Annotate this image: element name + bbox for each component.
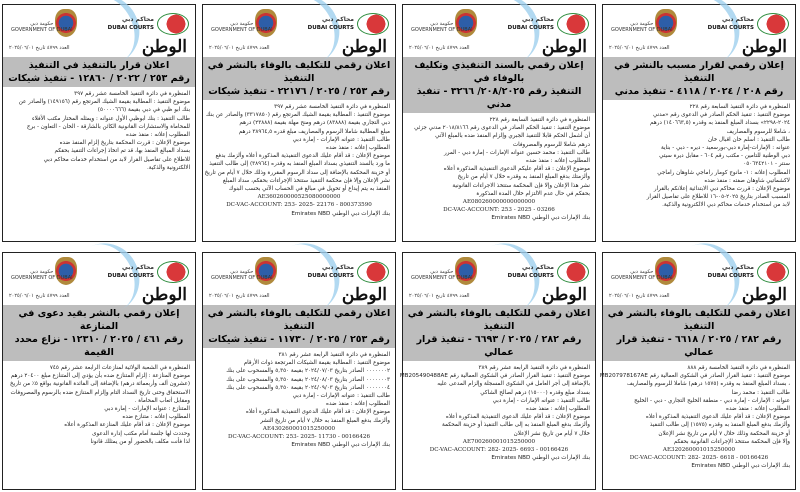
body-line: موضوع الإعلان : قررت المحكمة بتاريخ إلزام المنفذ ضده: [59, 140, 190, 147]
body-line: وألزمك بدفع المبلغ المنفذ به وقدره (١٥٧٥) إلى طالب التنفيذ: [649, 422, 790, 429]
government-of-dubai-logo: [211, 269, 273, 281]
notice-title-line-1: اعلان رقمي للتكليف بالوفاء بالنشر في التنفيذ: [207, 308, 391, 332]
newspaper-logo: الوطن: [741, 285, 787, 305]
dubai-courts-text: [508, 264, 554, 280]
notice-title-line-2: رقم ٢٥٣ / ٢٠٢٢ / ١٢٨٦٠ - تنفيذ شيكات: [8, 73, 190, 84]
notice-header: [603, 253, 795, 305]
body-line: طالب التنفيذ : بنك ابوظبي الأول عنوانه : ويمثله المختار مكتب الأفلاء: [32, 115, 190, 122]
gov-name-en: GOVERNMENT OF DUBAI: [11, 27, 73, 33]
body-line: بالإضافة إلى أجر العامل في الشكوى المسجلة وإلزام المدعى عليه: [437, 381, 590, 388]
body-line: المسبب الصادر بتاريخ ٢٠٢٥-٠٥-١٦ للاطلاع على تفاصيل القرار: [646, 194, 790, 201]
dubai-courts-text: [108, 16, 154, 32]
courts-emblem-icon: [557, 261, 589, 283]
government-of-dubai-logo: [211, 21, 273, 33]
courts-emblem-icon: [357, 13, 389, 35]
courts-emblem-icon: [757, 261, 789, 283]
body-line: موضوع التنفيذ : المطالبة بقيمة الشيكات المرتجعة ذوات الأرقام: [243, 360, 390, 367]
body-line: بنك الإمارات دبي الوطني Emirates NBD: [491, 215, 590, 222]
courts-emblem-icon: [757, 13, 789, 35]
body-line: بنك ابو ظبي في دبي بقيمة (٥٠٠٠٠٦٦٦): [97, 107, 190, 114]
gov-name-ar: حكومة دبي: [430, 21, 454, 27]
notice-title-line-1: إعلان رقمي بالنشر بقيد دعوى في المنازعة: [18, 308, 180, 332]
body-line: المنظورة في دائرة التنفيذ الرابعة عشر رقم ٣٨٩: [478, 365, 590, 371]
courts-name-ar: محاكم دبي: [322, 264, 354, 271]
newspaper-logo: الوطن: [141, 37, 187, 57]
dubai-courts-text: [708, 16, 754, 32]
body-line: المنظورة في الشعبة الولائية لمنازعات الرابعة عشر رقم ٧٤٥: [49, 365, 190, 371]
body-line: المطلوب إعلانه : منفذ ضده: [326, 401, 390, 408]
body-line: موضوع الإعلان : قررت محاكم دبي الابتدائية إعلانكم بالقرار: [653, 186, 790, 193]
body-line: المنظورة في دائرة التنفيذ السابعة رقم ٢٢٨: [689, 104, 790, 110]
newspaper-logo: الوطن: [141, 285, 187, 305]
body-line: المنظورة في دائرة التنفيذ الخامسة رقم ٨٨٨: [687, 365, 790, 371]
legal-notice-card: [602, 4, 796, 242]
notice-title-line-1: إعلان رقمي بالسند التنفيذي وتكليف بالوفاء في: [414, 60, 584, 84]
courts-name-en: DUBAI COURTS: [507, 273, 554, 279]
notice-title-line-2: رقم ٤٦١ / ٢٠٢٥ / ١٢٣١٠ - نزاع محدد القيمة: [14, 334, 184, 358]
courts-name-en: DUBAI COURTS: [307, 25, 354, 31]
body-line: بنك الإمارات دبي الوطني Emirates NBD: [491, 455, 590, 462]
gov-name-en: GOVERNMENT OF DUBAI: [411, 275, 473, 281]
notice-body: [599, 361, 795, 474]
dubai-courts-logo: [508, 261, 589, 283]
notice-title-line-2: رقم ٢٥٣ / ٢٠٢٥ / ٢٢١٧٦ - تنفيذ شيكات: [208, 86, 390, 97]
body-line: المنظورة في دائرة التنفيذ الخامسة عشر رقم ٣٩٧: [274, 104, 390, 110]
gov-name-en: GOVERNMENT OF DUBAI: [11, 275, 73, 281]
body-line: بنك الإمارات دبي الوطني Emirates NBD: [291, 210, 390, 217]
issue-date: العدد ٤٧٩٩ تاريخ ٢٠٢٥/٠٦/٠١: [609, 293, 670, 299]
dubai-courts-logo: [708, 13, 789, 35]
notice-header: [3, 253, 195, 305]
notice-title-line-1: اعلان رقمي للتكليف بالوفاء بالنشر في التنفيذ: [407, 308, 591, 332]
courts-name-ar: محاكم دبي: [722, 264, 754, 271]
courts-name-en: DUBAI COURTS: [107, 25, 154, 31]
body-line: بحقكم في حال عدم الالتزام خلال المدة المذكورة: [476, 190, 590, 197]
government-of-dubai-logo: [411, 269, 473, 281]
courts-name-ar: محاكم دبي: [322, 16, 354, 23]
newspaper-logo: الوطن: [341, 285, 387, 305]
body-line: لابد من استخدام خدمات محاكم دبي الالكترونية والذكية.: [662, 202, 790, 209]
dubai-courts-logo: [708, 261, 789, 283]
body-line: AE360260000525080000000: [257, 194, 341, 201]
body-line: وألزمك بدفع المبلغ المنفذ به خلال ٧ أيام من تاريخ النشر: [260, 417, 390, 424]
body-line: موضوع التنفيذ : المطالبة بقيمة الشيك المرتجع رقم (١٤٩١٥٦) والصادر عن: [18, 99, 190, 106]
body-line: للمحاماة والاستشارات القانونية الكائن بالشارقة - الخان - التعاون - برج: [26, 123, 190, 130]
dubai-courts-text: [708, 264, 754, 280]
courts-emblem-icon: [157, 13, 189, 35]
body-line: بسداد المبالغ المنفذ بها، قد تم اتخاذ إجراءات التنفيذ بحقكم: [54, 148, 190, 155]
body-line: عنوانه : الإمارات - إمارة دبي - منطقة الخليج التجاري - دبي - الخليج: [634, 397, 790, 404]
gov-name-en: GOVERNMENT OF DUBAI: [411, 27, 473, 33]
body-line: أن أشمل الحكم قابلا للتنفيذ الجبري وإلزام المنفذ ضده بالمبلغ الآتي: [435, 133, 590, 140]
legal-notice-card: [402, 4, 596, 242]
notice-header: [203, 253, 395, 305]
notice-body: [603, 100, 795, 213]
body-line: DC-VAC-ACCOUNT: 253- 2025- 22176 - 800373590: [226, 202, 372, 209]
issue-date: العدد ٤٧٩٩ تاريخ ٢٠٢٥/٠٦/٠١: [9, 45, 70, 51]
courts-name-ar: محاكم دبي: [122, 264, 154, 271]
body-line: ٢٠٢٤-٢٢٩٨» بسداد المبلغ المنفذ به وقدره (١٤٠٦٦٣,٥) درهم: [650, 120, 790, 127]
notice-title: [403, 57, 595, 113]
dubai-courts-logo: [308, 13, 389, 35]
dubai-courts-logo: [508, 13, 589, 35]
body-line: الالكترونية والذكية.: [146, 164, 190, 171]
body-line: ما ورد بالسند التنفيذي بسداد المبلغ المنفذ به وقدره (٣٨٩٦٤) إلى طالب التنفيذ: [209, 161, 390, 168]
gov-name-ar: حكومة دبي: [630, 269, 654, 275]
legal-notice-card: [399, 252, 596, 490]
notice-title: [403, 305, 595, 361]
body-line: موضوع التنفيذ : تنفيذ القرار الصادر في الشكوى العمالية رقم MB205490488AE: [399, 373, 590, 380]
body-line: ٠٠٠٠٠٠٠٤ الصادر بتاريخ ٢٠٢٤/٠٩/٠٣ بقيمة ٥,٣٥٠ والمسحوب على بنك: [226, 384, 390, 391]
body-line: موضوع التنفيذ : المطالبة بقيمة الشيك المرتجع رقم (٣٣١٧٨٥٠) والصادر عن بنك: [205, 112, 390, 119]
body-line: موضوع الإعلان : قد أقام عليك الدعوى التنفيذية المذكورة أعلاه وألزمك بدفع: [215, 153, 390, 160]
courts-emblem-icon: [557, 13, 589, 35]
notice-title-line-1: إعلان رقمي لقرار مسبب بالنشر في التنفيذ: [614, 60, 784, 84]
body-line: طالب التنفيذ : عنوانه الإمارات - إمارة دبي: [292, 136, 390, 143]
newspaper-logo: الوطن: [741, 37, 787, 57]
body-line: المطلوب إعلانه : منفذ ضده: [526, 158, 590, 165]
notice-header: [403, 5, 595, 57]
body-line: المطلوب إعلانه : منفذ ضده: [126, 132, 190, 139]
gov-name-ar: حكومة دبي: [30, 269, 54, 275]
dubai-courts-text: [308, 264, 354, 280]
body-line: موضوع التنفيذ : تنفيذ القرار الصادر في الشكوى العمالية رقم MB207978167AE: [599, 373, 790, 380]
gov-name-en: GOVERNMENT OF DUBAI: [611, 27, 673, 33]
body-line: ومقابل أتعاب المحاماة .: [134, 397, 190, 404]
body-line: وألزمك بدفع المبلغ المنفذ به إلى طالب التنفيذ أو خزينة المحكمة: [441, 422, 590, 429]
body-line: DC-VAC-ACCOUNT: 253 - 2025 - 03266: [443, 207, 555, 214]
body-line: درهم شاملا للرسوم والمصروفات: [512, 141, 590, 148]
body-line: (عشرون ألف وأربعمائة درهم) بالإضافة إلى الفائدة القانونية بواقع ٥٪ من تاريخ: [9, 381, 190, 388]
body-line: DC-VAC-ACCOUNT: 282- 2025- 6618 - 00166426: [629, 455, 769, 462]
government-of-dubai-logo: [611, 269, 673, 281]
gov-name-en: GOVERNMENT OF DUBAI: [211, 275, 273, 281]
body-line: وألزمتك بدفع المبلغ المنفذ به وقدره خلال ٧ أيام من تاريخ: [457, 174, 590, 181]
body-line: لذا فأنت مكلف بالحضور أو من يمثلك قانونا: [90, 438, 190, 445]
body-line: سنتر - ٠٥٠٦٣٤٢١٠١: [743, 161, 790, 168]
dubai-courts-logo: [108, 261, 189, 283]
dubai-courts-text: [508, 16, 554, 32]
courts-name-en: DUBAI COURTS: [307, 273, 354, 279]
issue-date: العدد ٤٧٩٩ تاريخ ٢٠٢٥/٠٦/٠١: [209, 45, 270, 51]
body-line: موضوع المنازعة : إلزام المتنازع ضده بأن يؤدي إلى المتنازع مبلغ ٢٠٤٠٠ درهم: [10, 373, 190, 380]
body-line: لاكشماتيي شاوهان صفته : منفذ ضده: [704, 177, 790, 184]
newspaper-logo: الوطن: [541, 37, 587, 57]
courts-name-ar: محاكم دبي: [522, 264, 554, 271]
dubai-courts-text: [108, 264, 154, 280]
body-line: المنفذ به يتم إيداع أو تحويل في مبالغ في الحساب الآتي بحسب البنوك: [228, 186, 390, 193]
gov-name-ar: حكومة دبي: [230, 21, 254, 27]
body-line: خلال ٧ أيام من تاريخ نشر الإعلان: [513, 430, 590, 437]
notice-body: [203, 100, 395, 221]
gov-name-ar: حكومة دبي: [430, 269, 454, 275]
body-line: المطلوب إعلانه : منفذ ضده: [726, 406, 790, 413]
body-line: DC-VAC-ACCOUNT: 253- 2025- 11730 - 00166426: [227, 434, 371, 441]
body-line: مبلغ المطالبة شاملا الرسوم والمصاريف مبلغ قدره ٣٨٩٦٤,٥ درهم: [238, 128, 390, 135]
body-line: ، شاملا للرسوم والمصاريف: [726, 128, 790, 135]
issue-date: العدد ٤٧٩٩ تاريخ ٢٠٢٥/٠٦/٠١: [409, 45, 470, 51]
body-line: المنظورة في دائرة التنفيذ السابعة رقم ٢٢٨: [489, 117, 590, 123]
notice-title: [3, 305, 195, 361]
legal-notice-card: [2, 4, 196, 242]
notice-body: [399, 361, 595, 465]
body-line: بسداد مبلغ وقدره (١٥٠٠٠) درهم لصالح الشاكي: [480, 389, 590, 396]
body-line: طالب التنفيذ : محمد حسين عنوانه الإمارات - إمارة دبي - المرر: [444, 149, 590, 156]
body-line: طالب التنفيذ : اسلم خان اقبال خان: [707, 136, 790, 143]
body-line: طالب التنفيذ : محمد رضا: [731, 389, 790, 396]
legal-notice-card: [202, 252, 396, 490]
body-line: الاستحقاق وحتى تاريخ السداد التام وإلزام المتنازع ضده بالرسوم والمصروفات: [10, 389, 190, 396]
dubai-courts-logo: [108, 13, 189, 35]
body-line: دبي التجاري بقيمة (٨٣٨٨٨) درهم ومنح مهلة بقيمة (٢٣٨٨٨) درهم: [239, 120, 390, 127]
body-line: AE430260001015250000: [262, 425, 336, 432]
notice-title-line-2: رقم ٢٨٢ / ٢٠٢٥ / ٦٦٩٣ - تنفيذ قرار عمالي: [416, 334, 582, 358]
body-line: موضوع الإعلان : قد أقام عليك الدعوى التنفيذية المذكورة أعلاه: [645, 414, 790, 421]
government-of-dubai-logo: [11, 21, 73, 33]
body-line: AE320260001015250000: [662, 447, 736, 454]
body-line: نشر هذا الإعلان وإلا فإن المحكمة ستتخذ الاجراءات القانونية: [452, 182, 590, 189]
notice-title-line-2: رقم ٢٠٨ / ٢٠٢٤ / ٤١١٨ - تنفيذ مدني: [614, 86, 784, 97]
body-line: DC-VAC-ACCOUNT: 282- 2025- 6693 - 00166426: [429, 447, 569, 454]
courts-name-en: DUBAI COURTS: [707, 25, 754, 31]
body-line: بنك الإمارات دبي الوطني Emirates NBD: [291, 442, 390, 449]
body-line: موضوع الإعلان : قد أقام عليك المنازعة المذكورة أعلاه: [64, 422, 190, 429]
notice-title-line-2: التنفيذ رقم ٢٠٨/٢٠٢٥/ ٣٢٦٦ - تنفيذ مدني: [416, 86, 582, 110]
notice-body: [203, 348, 395, 452]
notice-header: [203, 5, 395, 57]
issue-date: العدد ٤٧٩٩ تاريخ ٢٠٢٥/٠٦/٠١: [209, 293, 270, 299]
body-line: موضوع الإعلان : قد أقام عليكم الدعوى التنفيذية المذكورة أعلاه: [443, 166, 590, 173]
courts-name-ar: محاكم دبي: [122, 16, 154, 23]
body-line: وإلا فإن المحكمة ستتخذ الإجراءات القانونية بحقكم: [673, 438, 790, 445]
body-line: للاطلاع على تفاصيل القرار لابد من استخدام خدمات محاكم دبي: [43, 156, 190, 163]
dubai-courts-text: [308, 16, 354, 32]
body-line: نشر الإعلان وإلا فإن محكمة التنفيذ ستتخذ الإجراءات بحقكم، سداد المبلغ: [222, 177, 390, 184]
notice-body: [3, 361, 195, 449]
notice-header: [403, 253, 595, 305]
body-line: المطلوب إعلانه : منفذ ضده: [326, 145, 390, 152]
notice-body: [403, 113, 595, 226]
body-line: ، بسداد المبلغ المنفذ به وقدره (١٥٧٥ درهم) شاملا للرسوم والمصاريف: [626, 381, 790, 388]
body-line: دبي الوطنية للتامين - مكتب رقم ٦٠٤ - مقابل ديرة سيتي: [659, 153, 790, 160]
government-of-dubai-logo: [411, 21, 473, 33]
body-line: المطلوب إعلانه : منفذ ضده: [526, 406, 590, 413]
government-of-dubai-logo: [11, 269, 73, 281]
notice-title: [603, 305, 795, 361]
body-line: موضوع الإعلان : قد أقام عليك الدعوى التنفيذية المذكورة أعلاه: [245, 409, 390, 416]
dubai-courts-logo: [308, 261, 389, 283]
body-line: وحددت لها جلسة أمام مكتب إدارة الدعوى: [92, 430, 190, 437]
gov-name-ar: حكومة دبي: [30, 21, 54, 27]
body-line: بنك الإمارات دبي الوطني Emirates NBD: [691, 463, 790, 470]
body-line: ٠٠٠٠٠٠٠٣ الصادر بتاريخ ٢٠٢٤/٠٨/٠٣ بقيمة ٥,٣٥٠ والمسحوب على بنك: [226, 376, 390, 383]
notice-header: [3, 5, 195, 57]
issue-date: العدد ٤٧٩٩ تاريخ ٢٠٢٥/٠٦/٠١: [9, 293, 70, 299]
body-line: موضوع التنفيذ : تنفيذ الحكم الصادر في الدعوى رقم ٢٠١٨/٨١٦٦ مدني جزئي: [414, 125, 590, 132]
courts-name-en: DUBAI COURTS: [507, 25, 554, 31]
body-line: AE080260000000000000: [462, 199, 536, 206]
notice-header: [603, 5, 795, 57]
legal-notice-card: [2, 252, 196, 490]
newspaper-logo: الوطن: [341, 37, 387, 57]
body-line: موضوع الإعلان : قد أقام عليك الدعوى التنفيذية المذكورة أعلاه: [445, 414, 590, 421]
gov-name-ar: حكومة دبي: [230, 269, 254, 275]
body-line: المنظورة في دائرة التنفيذ الرابعة عشر رقم ٣٨١: [278, 352, 390, 358]
body-line: المطلوب إعلانه : متنازع ضده: [122, 414, 190, 421]
notice-title-line-1: اعلان رقمي للتكليف بالوفاء بالنشر في التنفيذ: [207, 60, 391, 84]
notice-title-line-2: رقم ٢٥٣ / ٢٠٢٥ / ١١٧٣٠ - تنفيذ شيكات: [208, 334, 390, 345]
body-line: أو خزينة المحكمة وذلك خلال ٧ أيام من تاريخ نشر الإعلان: [658, 430, 790, 437]
courts-name-ar: محاكم دبي: [522, 16, 554, 23]
legal-notice-card: [599, 252, 796, 490]
government-of-dubai-logo: [611, 21, 673, 33]
body-line: طالب التنفيذ : عنوانه الإمارات - إمارة دبي: [492, 397, 590, 404]
body-line: المطلوب إعلانه : ١- مانوج كومار راماجي شاوهان راماجي: [657, 169, 790, 176]
courts-emblem-icon: [157, 261, 189, 283]
body-line: موضوع التنفيذ : تنفيذ الحكم الصادر في الدعوى رقم «مدني: [652, 112, 790, 119]
courts-name-ar: محاكم دبي: [722, 16, 754, 23]
courts-emblem-icon: [357, 261, 389, 283]
gov-name-ar: حكومة دبي: [630, 21, 654, 27]
body-line: AE700260001015250000: [462, 438, 536, 445]
gov-name-en: GOVERNMENT OF DUBAI: [211, 27, 273, 33]
body-line: المتنازع : عنوانه الإمارات - إمارة دبي: [104, 406, 190, 413]
body-line: ٠٠٠٠٠٠٠٢ الصادر بتاريخ ٢٠٢٤/٠٧/٠٣ بقيمة ٥,٣٥٠ والمسحوب على بنك: [226, 368, 390, 375]
gov-name-en: GOVERNMENT OF DUBAI: [611, 275, 673, 281]
notice-body: [3, 87, 195, 175]
newspaper-logo: الوطن: [541, 285, 587, 305]
body-line: طالب التنفيذ : عنوانه الإمارات - إمارة دبي: [292, 393, 390, 400]
body-line: أو خزينة المحكمة بالإضافة إلى سداد الرسوم المقررة وذلك خلال ٧ أيام من تاريخ: [204, 169, 390, 176]
body-line: المنظورة في دائرة التنفيذ الخامسة عشر رقم ٣٩٧: [74, 91, 190, 97]
notice-title-line-2: رقم ٢٨٢ / ٢٠٢٥ / ٦٦١٨ - تنفيذ قرار عمالي: [616, 334, 782, 358]
issue-date: العدد ٤٧٩٩ تاريخ ٢٠٢٥/٠٦/٠١: [409, 293, 470, 299]
issue-date: العدد ٤٧٩٩ تاريخ ٢٠٢٥/٠٦/٠١: [609, 45, 670, 51]
notice-title-line-1: اعلان قرار بالتنفيذ في التنفيذ: [28, 60, 170, 71]
courts-name-en: DUBAI COURTS: [107, 273, 154, 279]
body-line: عنوانه : الإمارات-إمارة دبي-بورسعيد - ديره - دبي - بناية: [660, 145, 790, 152]
notice-title-line-1: اعلان رقمي للتكليف بالوفاء بالنشر في التنفيذ: [607, 308, 791, 332]
legal-notice-card: [202, 4, 396, 242]
courts-name-en: DUBAI COURTS: [707, 273, 754, 279]
